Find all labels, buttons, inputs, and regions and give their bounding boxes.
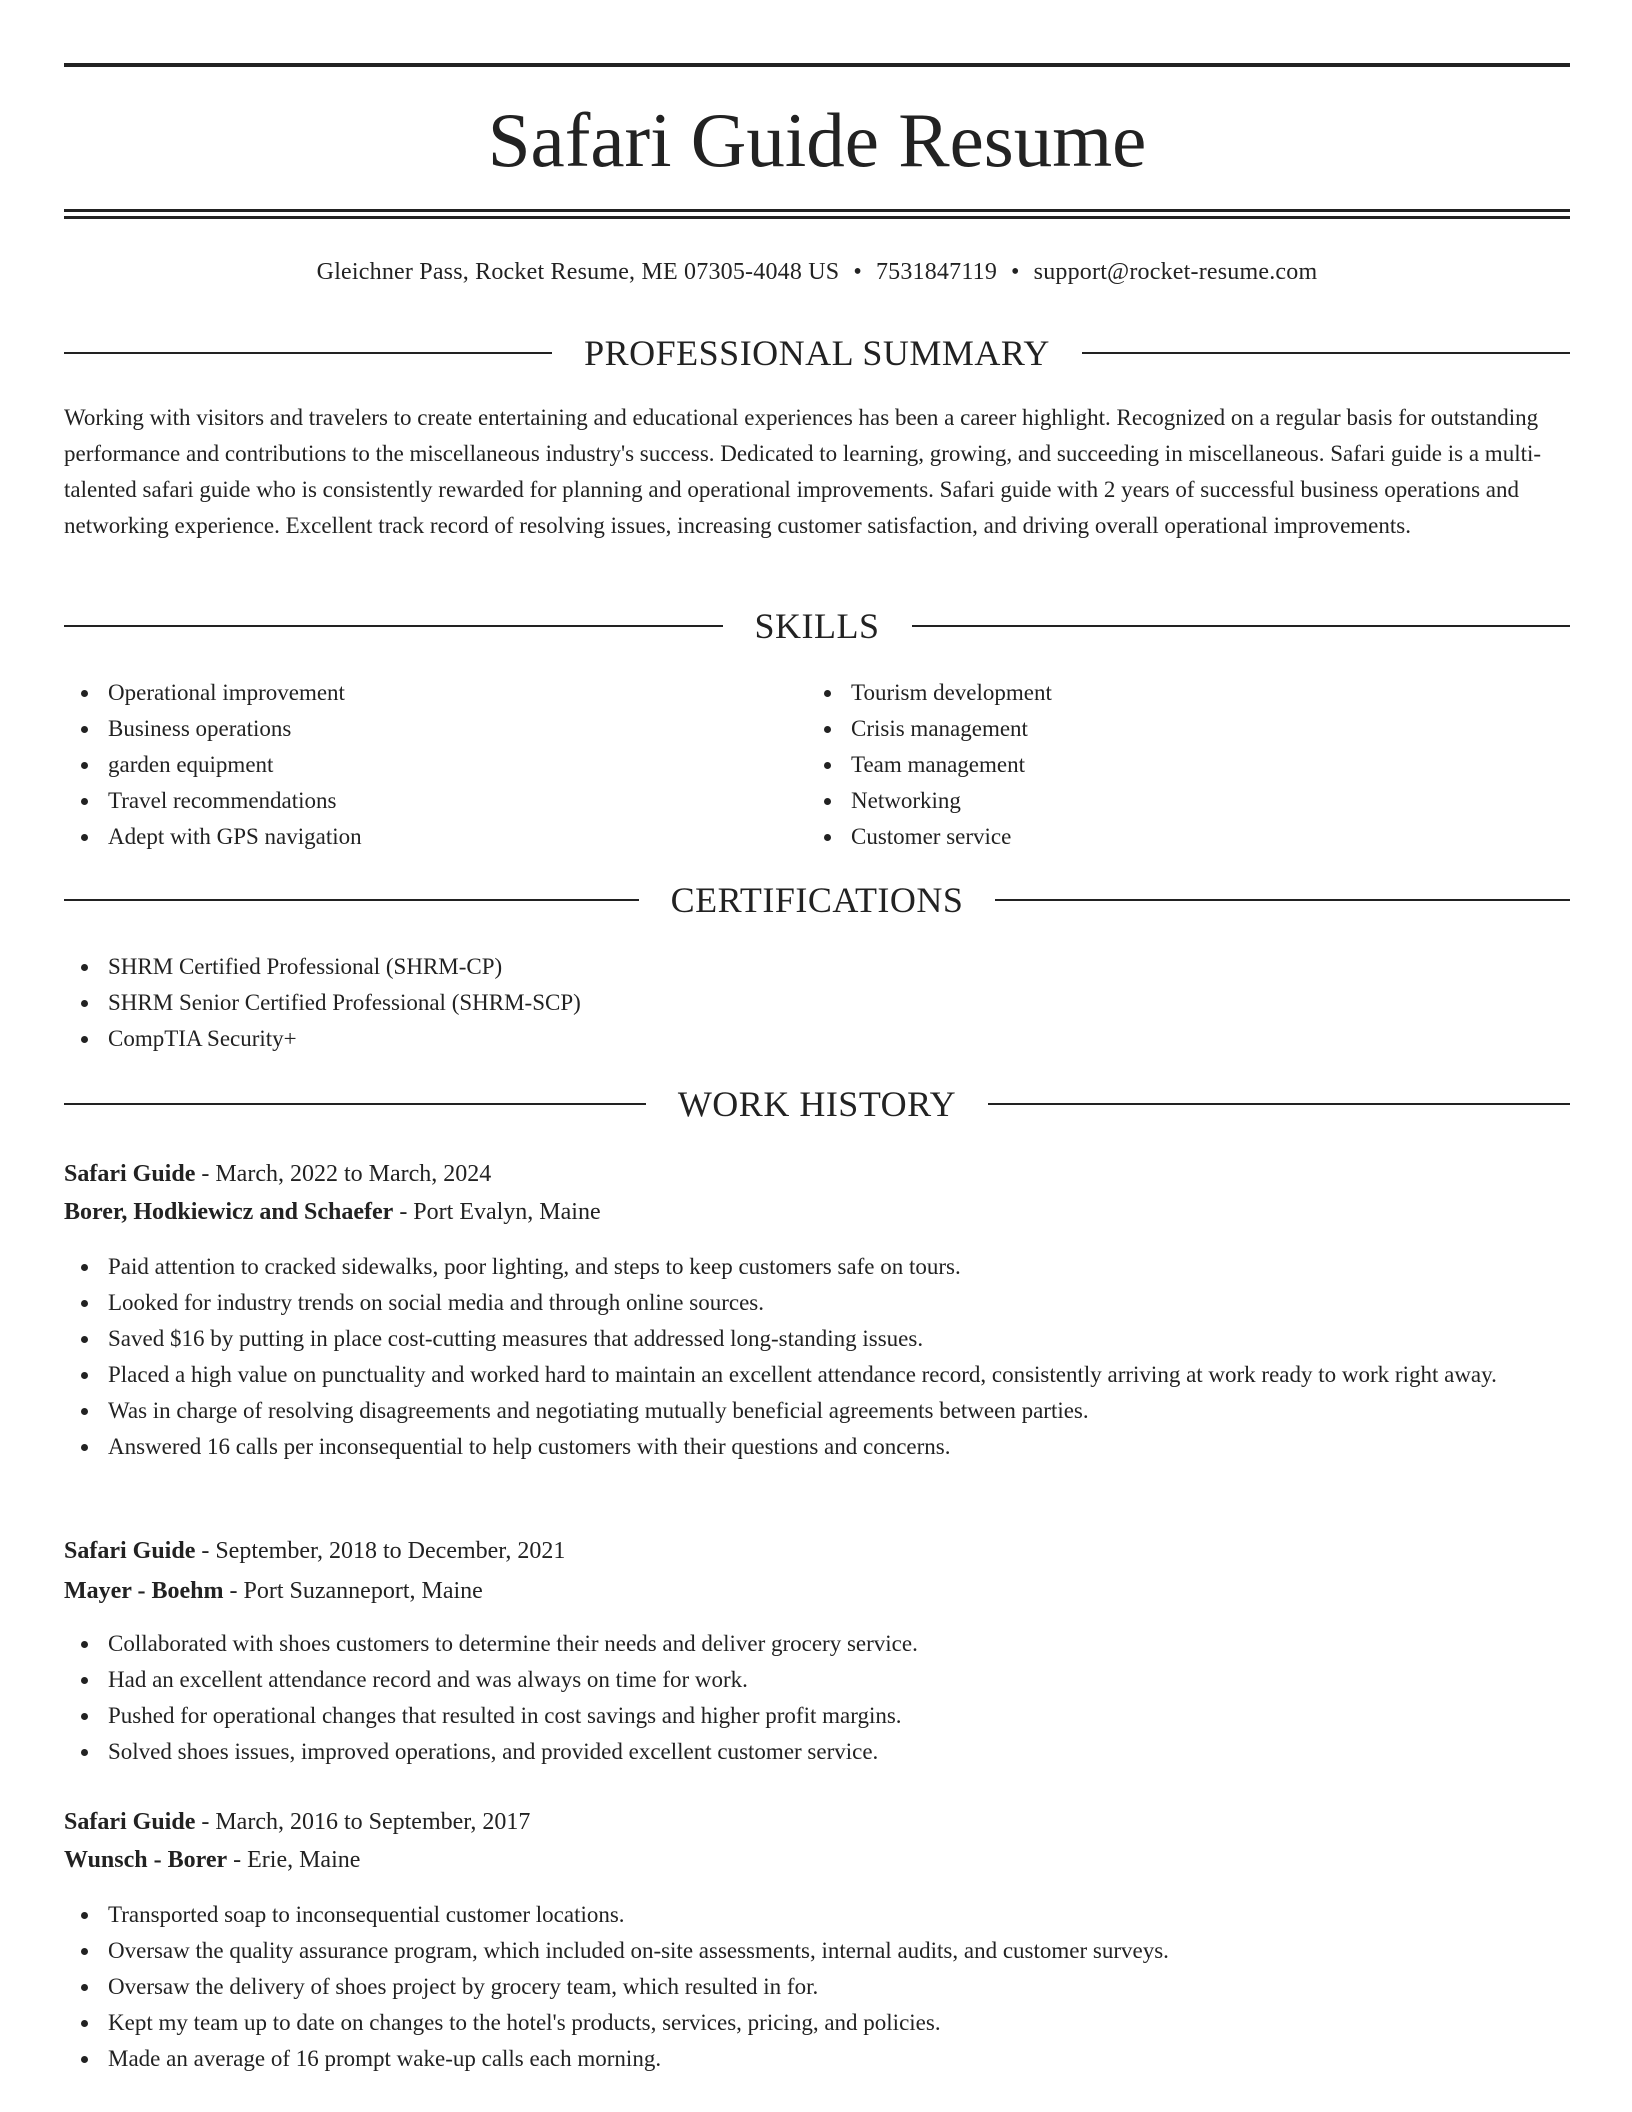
job-dates: - March, 2022 to March, 2024 xyxy=(195,1161,492,1187)
section-title-certifications: CERTIFICATIONS xyxy=(670,880,964,920)
section-divider-line xyxy=(995,899,1570,901)
job-duty-item: Placed a high value on punctuality and worked hard to maintain an excellent attendance record, consistently arriving at work ready to work right away. xyxy=(64,1357,1574,1393)
skill-item: Travel recommendations xyxy=(64,783,764,819)
skill-item: Crisis management xyxy=(807,711,1507,747)
job-duty-item: Oversaw the quality assurance program, which included on-site assessments, internal audits, and customer surveys. xyxy=(64,1933,1574,1969)
certification-item: SHRM Certified Professional (SHRM-CP) xyxy=(64,949,1564,985)
contact-separator: • xyxy=(853,259,862,285)
job-location: - Erie, Maine xyxy=(227,1847,361,1873)
section-header-certifications xyxy=(64,878,1570,922)
skill-item: Team management xyxy=(807,747,1507,783)
job-duty-item: Paid attention to cracked sidewalks, poor lighting, and steps to keep customers safe on tours. xyxy=(64,1249,1574,1285)
header-double-rule-lower xyxy=(64,216,1570,219)
job-duty-item: Answered 16 calls per inconsequential to help customers with their questions and concerns. xyxy=(64,1429,1574,1465)
contact-separator: • xyxy=(1011,259,1020,285)
skill-item: Customer service xyxy=(807,819,1507,855)
job-title-line xyxy=(64,1532,1570,1570)
skill-item: Tourism development xyxy=(807,675,1507,711)
certification-item: CompTIA Security+ xyxy=(64,1021,1564,1057)
job-company: Borer, Hodkiewicz and Schaefer xyxy=(64,1199,394,1225)
job-company-line xyxy=(64,1193,1570,1231)
job-duty-item: Made an average of 16 prompt wake-up calls each morning. xyxy=(64,2041,1574,2077)
job-dates: - September, 2018 to December, 2021 xyxy=(195,1538,566,1564)
certification-item: SHRM Senior Certified Professional (SHRM-SCP) xyxy=(64,985,1564,1021)
section-divider-line xyxy=(64,1103,646,1105)
skills-list-left xyxy=(64,675,764,855)
skill-item: garden equipment xyxy=(64,747,764,783)
section-divider-line xyxy=(1082,352,1570,354)
job-duty-item: Pushed for operational changes that resulted in cost savings and higher profit margins. xyxy=(64,1698,1574,1734)
job-company: Mayer - Boehm xyxy=(64,1578,224,1604)
job-title: Safari Guide xyxy=(64,1161,196,1187)
certifications-list xyxy=(64,949,1564,1057)
skill-item: Operational improvement xyxy=(64,675,764,711)
section-divider-line xyxy=(64,899,639,901)
skill-item: Business operations xyxy=(64,711,764,747)
job-duty-item: Kept my team up to date on changes to the hotel's products, services, pricing, and policies. xyxy=(64,2005,1574,2041)
job-duties-list xyxy=(64,1626,1574,1770)
page-title: Safari Guide Resume xyxy=(487,97,1147,183)
section-divider-line xyxy=(64,625,723,627)
contact-address: Gleichner Pass, Rocket Resume, ME 07305-4048 US xyxy=(316,259,840,285)
section-divider-line xyxy=(64,352,552,354)
section-title-skills: SKILLS xyxy=(754,606,880,646)
contact-email: support@rocket-resume.com xyxy=(1033,259,1318,285)
job-location: - Port Suzanneport, Maine xyxy=(223,1578,483,1604)
job-duty-item: Oversaw the delivery of shoes project by grocery team, which resulted in for. xyxy=(64,1969,1574,2005)
job-title: Safari Guide xyxy=(64,1809,196,1835)
job-duty-item: Was in charge of resolving disagreements and negotiating mutually beneficial agreements between parties. xyxy=(64,1393,1574,1429)
job-duty-item: Looked for industry trends on social media and through online sources. xyxy=(64,1285,1574,1321)
skills-list-right xyxy=(807,675,1507,855)
section-title-work-history: WORK HISTORY xyxy=(677,1084,957,1124)
job-duty-item: Had an excellent attendance record and was always on time for work. xyxy=(64,1662,1574,1698)
job-title: Safari Guide xyxy=(64,1538,196,1564)
job-duty-item: Collaborated with shoes customers to determine their needs and deliver grocery service. xyxy=(64,1626,1574,1662)
professional-summary-text: Working with visitors and travelers to create entertaining and educational experiences has been a career highlight. Recognized on a regular basis for outstanding performance and contributions to the miscellaneous industry's success. Dedicated to learning, growing, and succeeding in miscellaneous. Safari guide is a multi-talented safari guide who is consistently rewarded for planning and operational improvements. Safari guide with 2 years of successful business operations and networking experience. Excellent track record of resolving issues, increasing customer satisfaction, and driving overall operational improvements. xyxy=(64,405,1542,538)
header-double-rule-upper xyxy=(64,209,1570,212)
section-divider-line xyxy=(912,625,1571,627)
section-header-summary xyxy=(64,331,1570,375)
section-header-work-history xyxy=(64,1082,1570,1126)
job-dates: - March, 2016 to September, 2017 xyxy=(195,1809,531,1835)
skill-item: Networking xyxy=(807,783,1507,819)
job-title-line xyxy=(64,1803,1570,1841)
contact-info xyxy=(64,255,1570,289)
job-duty-item: Transported soap to inconsequential customer locations. xyxy=(64,1897,1574,1933)
job-title-line xyxy=(64,1155,1570,1193)
job-company: Wunsch - Borer xyxy=(64,1847,228,1873)
section-title-summary: PROFESSIONAL SUMMARY xyxy=(584,333,1050,373)
job-company-line xyxy=(64,1572,1570,1610)
header-top-rule xyxy=(64,63,1570,67)
job-duty-item: Solved shoes issues, improved operations, and provided excellent customer service. xyxy=(64,1734,1574,1770)
job-duty-item: Saved $16 by putting in place cost-cutting measures that addressed long-standing issues. xyxy=(64,1321,1574,1357)
section-header-skills xyxy=(64,604,1570,648)
section-divider-line xyxy=(988,1103,1570,1105)
contact-phone: 7531847119 xyxy=(875,259,998,285)
job-duties-list xyxy=(64,1897,1574,2077)
job-location: - Port Evalyn, Maine xyxy=(393,1199,601,1225)
job-company-line xyxy=(64,1841,1570,1879)
skill-item: Adept with GPS navigation xyxy=(64,819,764,855)
job-duties-list xyxy=(64,1249,1574,1465)
